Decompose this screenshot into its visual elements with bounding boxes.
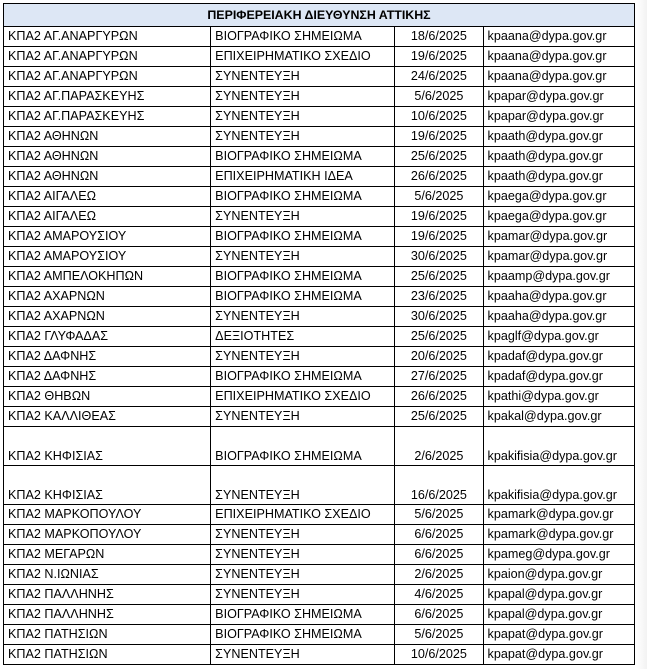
date-cell: 5/6/2025 bbox=[395, 505, 483, 525]
office-cell: ΚΠΑ2 ΑΙΓΑΛΕΩ bbox=[4, 187, 211, 207]
office-cell: ΚΠΑ2 ΑΓ.ΑΝΑΡΓΥΡΩΝ bbox=[4, 47, 211, 67]
date-cell: 25/6/2025 bbox=[395, 267, 483, 287]
table-row bbox=[4, 585, 635, 605]
session-type-cell: ΕΠΙΧΕΙΡΗΜΑΤΙΚΟ ΣΧΕΔΙΟ bbox=[211, 505, 395, 525]
session-type-cell: ΒΙΟΓΡΑΦΙΚΟ ΣΗΜΕΙΩΜΑ bbox=[211, 27, 395, 47]
email-cell: kpaaha@dypa.gov.gr bbox=[483, 307, 634, 327]
office-cell: ΚΠΑ2 ΑΓ.ΠΑΡΑΣΚΕΥΗΣ bbox=[4, 107, 211, 127]
date-cell: 19/6/2025 bbox=[395, 227, 483, 247]
session-type-cell: ΣΥΝΕΝΤΕΥΞΗ bbox=[211, 525, 395, 545]
office-cell: ΚΠΑ2 ΠΑΤΗΣΙΩΝ bbox=[4, 645, 211, 665]
session-type-cell: ΒΙΟΓΡΑΦΙΚΟ ΣΗΜΕΙΩΜΑ bbox=[211, 427, 395, 466]
email-cell: kpamark@dypa.gov.gr bbox=[483, 505, 634, 525]
date-cell: 6/6/2025 bbox=[395, 525, 483, 545]
table-row bbox=[4, 525, 635, 545]
email-cell: kpamark@dypa.gov.gr bbox=[483, 525, 634, 545]
email-cell: kpakifisia@dypa.gov.gr bbox=[483, 427, 634, 466]
office-cell: ΚΠΑ2 ΜΕΓΑΡΩΝ bbox=[4, 545, 211, 565]
table-row bbox=[4, 505, 635, 525]
page-edge-shadow bbox=[637, 0, 647, 669]
table-row bbox=[4, 267, 635, 287]
table-row bbox=[4, 87, 635, 107]
email-cell: kpaana@dypa.gov.gr bbox=[483, 67, 634, 87]
date-cell: 20/6/2025 bbox=[395, 347, 483, 367]
email-cell: kpathi@dypa.gov.gr bbox=[483, 387, 634, 407]
email-cell: kpaath@dypa.gov.gr bbox=[483, 167, 634, 187]
session-type-cell: ΕΠΙΧΕΙΡΗΜΑΤΙΚΟ ΣΧΕΔΙΟ bbox=[211, 387, 395, 407]
date-cell: 26/6/2025 bbox=[395, 167, 483, 187]
table-row bbox=[4, 127, 635, 147]
date-cell: 4/6/2025 bbox=[395, 585, 483, 605]
office-cell: ΚΠΑ2 ΑΓ.ΠΑΡΑΣΚΕΥΗΣ bbox=[4, 87, 211, 107]
email-cell: kpapar@dypa.gov.gr bbox=[483, 107, 634, 127]
date-cell: 2/6/2025 bbox=[395, 427, 483, 466]
table-row bbox=[4, 227, 635, 247]
date-cell: 27/6/2025 bbox=[395, 367, 483, 387]
office-cell: ΚΠΑ2 ΠΑΤΗΣΙΩΝ bbox=[4, 625, 211, 645]
header-row bbox=[4, 4, 635, 27]
office-cell: ΚΠΑ2 ΠΑΛΛΗΝΗΣ bbox=[4, 605, 211, 625]
office-cell: ΚΠΑ2 ΜΑΡΚΟΠΟΥΛΟΥ bbox=[4, 525, 211, 545]
session-type-cell: ΒΙΟΓΡΑΦΙΚΟ ΣΗΜΕΙΩΜΑ bbox=[211, 287, 395, 307]
date-cell: 26/6/2025 bbox=[395, 387, 483, 407]
email-cell: kpaath@dypa.gov.gr bbox=[483, 147, 634, 167]
date-cell: 16/6/2025 bbox=[395, 466, 483, 505]
email-cell: kpaaha@dypa.gov.gr bbox=[483, 287, 634, 307]
session-type-cell: ΕΠΙΧΕΙΡΗΜΑΤΙΚΗ ΙΔΕΑ bbox=[211, 167, 395, 187]
table-row bbox=[4, 466, 635, 505]
session-type-cell: ΒΙΟΓΡΑΦΙΚΟ ΣΗΜΕΙΩΜΑ bbox=[211, 367, 395, 387]
date-cell: 5/6/2025 bbox=[395, 87, 483, 107]
date-cell: 10/6/2025 bbox=[395, 645, 483, 665]
office-cell: ΚΠΑ2 ΑΘΗΝΩΝ bbox=[4, 147, 211, 167]
office-cell: ΚΠΑ2 ΜΑΡΚΟΠΟΥΛΟΥ bbox=[4, 505, 211, 525]
email-cell: kpapat@dypa.gov.gr bbox=[483, 625, 634, 645]
email-cell: kpakifisia@dypa.gov.gr bbox=[483, 466, 634, 505]
email-cell: kpaglf@dypa.gov.gr bbox=[483, 327, 634, 347]
email-cell: kpaion@dypa.gov.gr bbox=[483, 565, 634, 585]
date-cell: 24/6/2025 bbox=[395, 67, 483, 87]
session-type-cell: ΣΥΝΕΝΤΕΥΞΗ bbox=[211, 127, 395, 147]
date-cell: 23/6/2025 bbox=[395, 287, 483, 307]
table-row bbox=[4, 247, 635, 267]
email-cell: kpamar@dypa.gov.gr bbox=[483, 227, 634, 247]
session-type-cell: ΣΥΝΕΝΤΕΥΞΗ bbox=[211, 347, 395, 367]
office-cell: ΚΠΑ2 ΚΗΦΙΣΙΑΣ bbox=[4, 427, 211, 466]
date-cell: 25/6/2025 bbox=[395, 147, 483, 167]
table-row bbox=[4, 327, 635, 347]
session-type-cell: ΣΥΝΕΝΤΕΥΞΗ bbox=[211, 645, 395, 665]
email-cell: kpadaf@dypa.gov.gr bbox=[483, 347, 634, 367]
email-cell: kpapal@dypa.gov.gr bbox=[483, 585, 634, 605]
email-cell: kpamar@dypa.gov.gr bbox=[483, 247, 634, 267]
session-type-cell: ΣΥΝΕΝΤΕΥΞΗ bbox=[211, 545, 395, 565]
table-row bbox=[4, 307, 635, 327]
office-cell: ΚΠΑ2 ΔΑΦΝΗΣ bbox=[4, 367, 211, 387]
office-cell: ΚΠΑ2 ΑΜΠΕΛΟΚΗΠΩΝ bbox=[4, 267, 211, 287]
date-cell: 30/6/2025 bbox=[395, 247, 483, 267]
office-cell: ΚΠΑ2 ΑΜΑΡΟΥΣΙΟΥ bbox=[4, 227, 211, 247]
session-type-cell: ΒΙΟΓΡΑΦΙΚΟ ΣΗΜΕΙΩΜΑ bbox=[211, 147, 395, 167]
email-cell: kpapar@dypa.gov.gr bbox=[483, 87, 634, 107]
date-cell: 25/6/2025 bbox=[395, 407, 483, 427]
email-cell: kpaamp@dypa.gov.gr bbox=[483, 267, 634, 287]
session-type-cell: ΣΥΝΕΝΤΕΥΞΗ bbox=[211, 565, 395, 585]
session-type-cell: ΣΥΝΕΝΤΕΥΞΗ bbox=[211, 466, 395, 505]
session-type-cell: ΒΙΟΓΡΑΦΙΚΟ ΣΗΜΕΙΩΜΑ bbox=[211, 267, 395, 287]
table-row bbox=[4, 287, 635, 307]
office-cell: ΚΠΑ2 ΠΑΛΛΗΝΗΣ bbox=[4, 585, 211, 605]
session-type-cell: ΒΙΟΓΡΑΦΙΚΟ ΣΗΜΕΙΩΜΑ bbox=[211, 187, 395, 207]
table-row bbox=[4, 565, 635, 585]
office-cell: ΚΠΑ2 ΘΗΒΩΝ bbox=[4, 387, 211, 407]
session-type-cell: ΣΥΝΕΝΤΕΥΞΗ bbox=[211, 67, 395, 87]
table-row bbox=[4, 387, 635, 407]
table-row bbox=[4, 167, 635, 187]
email-cell: kpadaf@dypa.gov.gr bbox=[483, 367, 634, 387]
session-type-cell: ΒΙΟΓΡΑΦΙΚΟ ΣΗΜΕΙΩΜΑ bbox=[211, 605, 395, 625]
date-cell: 18/6/2025 bbox=[395, 27, 483, 47]
session-type-cell: ΣΥΝΕΝΤΕΥΞΗ bbox=[211, 407, 395, 427]
date-cell: 6/6/2025 bbox=[395, 605, 483, 625]
email-cell: kpaath@dypa.gov.gr bbox=[483, 127, 634, 147]
table-row bbox=[4, 367, 635, 387]
office-cell: ΚΠΑ2 ΑΧΑΡΝΩΝ bbox=[4, 307, 211, 327]
date-cell: 30/6/2025 bbox=[395, 307, 483, 327]
email-cell: kpaega@dypa.gov.gr bbox=[483, 207, 634, 227]
date-cell: 25/6/2025 bbox=[395, 327, 483, 347]
office-cell: ΚΠΑ2 Ν.ΙΩΝΙΑΣ bbox=[4, 565, 211, 585]
email-cell: kpakal@dypa.gov.gr bbox=[483, 407, 634, 427]
session-type-cell: ΣΥΝΕΝΤΕΥΞΗ bbox=[211, 87, 395, 107]
table-row bbox=[4, 407, 635, 427]
table-row bbox=[4, 107, 635, 127]
office-cell: ΚΠΑ2 ΑΙΓΑΛΕΩ bbox=[4, 207, 211, 227]
date-cell: 19/6/2025 bbox=[395, 207, 483, 227]
email-cell: kpameg@dypa.gov.gr bbox=[483, 545, 634, 565]
email-cell: kpapal@dypa.gov.gr bbox=[483, 605, 634, 625]
table-row bbox=[4, 147, 635, 167]
table-row bbox=[4, 545, 635, 565]
table-row bbox=[4, 625, 635, 645]
email-cell: kpaana@dypa.gov.gr bbox=[483, 47, 634, 67]
office-cell: ΚΠΑ2 ΑΓ.ΑΝΑΡΓΥΡΩΝ bbox=[4, 27, 211, 47]
session-type-cell: ΕΠΙΧΕΙΡΗΜΑΤΙΚΟ ΣΧΕΔΙΟ bbox=[211, 47, 395, 67]
schedule-table bbox=[3, 3, 635, 665]
session-type-cell: ΣΥΝΕΝΤΕΥΞΗ bbox=[211, 307, 395, 327]
session-type-cell: ΣΥΝΕΝΤΕΥΞΗ bbox=[211, 207, 395, 227]
session-type-cell: ΒΙΟΓΡΑΦΙΚΟ ΣΗΜΕΙΩΜΑ bbox=[211, 625, 395, 645]
office-cell: ΚΠΑ2 ΑΜΑΡΟΥΣΙΟΥ bbox=[4, 247, 211, 267]
table-row bbox=[4, 347, 635, 367]
date-cell: 6/6/2025 bbox=[395, 545, 483, 565]
date-cell: 10/6/2025 bbox=[395, 107, 483, 127]
session-type-cell: ΣΥΝΕΝΤΕΥΞΗ bbox=[211, 585, 395, 605]
table-row bbox=[4, 187, 635, 207]
email-cell: kpaana@dypa.gov.gr bbox=[483, 27, 634, 47]
email-cell: kpaega@dypa.gov.gr bbox=[483, 187, 634, 207]
session-type-cell: ΣΥΝΕΝΤΕΥΞΗ bbox=[211, 107, 395, 127]
session-type-cell: ΣΥΝΕΝΤΕΥΞΗ bbox=[211, 247, 395, 267]
date-cell: 5/6/2025 bbox=[395, 625, 483, 645]
office-cell: ΚΠΑ2 ΚΑΛΛΙΘΕΑΣ bbox=[4, 407, 211, 427]
session-type-cell: ΒΙΟΓΡΑΦΙΚΟ ΣΗΜΕΙΩΜΑ bbox=[211, 227, 395, 247]
date-cell: 5/6/2025 bbox=[395, 187, 483, 207]
table-row bbox=[4, 207, 635, 227]
table-row bbox=[4, 645, 635, 665]
office-cell: ΚΠΑ2 ΚΗΦΙΣΙΑΣ bbox=[4, 466, 211, 505]
table-row bbox=[4, 27, 635, 47]
office-cell: ΚΠΑ2 ΑΧΑΡΝΩΝ bbox=[4, 287, 211, 307]
office-cell: ΚΠΑ2 ΑΓ.ΑΝΑΡΓΥΡΩΝ bbox=[4, 67, 211, 87]
office-cell: ΚΠΑ2 ΑΘΗΝΩΝ bbox=[4, 167, 211, 187]
office-cell: ΚΠΑ2 ΑΘΗΝΩΝ bbox=[4, 127, 211, 147]
session-type-cell: ΔΕΞΙΟΤΗΤΕΣ bbox=[211, 327, 395, 347]
date-cell: 19/6/2025 bbox=[395, 47, 483, 67]
table-body bbox=[4, 27, 635, 665]
table-row bbox=[4, 605, 635, 625]
table-row bbox=[4, 427, 635, 466]
date-cell: 2/6/2025 bbox=[395, 565, 483, 585]
email-cell: kpapat@dypa.gov.gr bbox=[483, 645, 634, 665]
date-cell: 19/6/2025 bbox=[395, 127, 483, 147]
office-cell: ΚΠΑ2 ΓΛΥΦΑΔΑΣ bbox=[4, 327, 211, 347]
table-row bbox=[4, 67, 635, 87]
office-cell: ΚΠΑ2 ΔΑΦΝΗΣ bbox=[4, 347, 211, 367]
region-title: ΠΕΡΙΦΕΡΕΙΑΚΗ ΔΙΕΥΘΥΝΣΗ ΑΤΤΙΚΗΣ bbox=[4, 4, 635, 27]
table-row bbox=[4, 47, 635, 67]
